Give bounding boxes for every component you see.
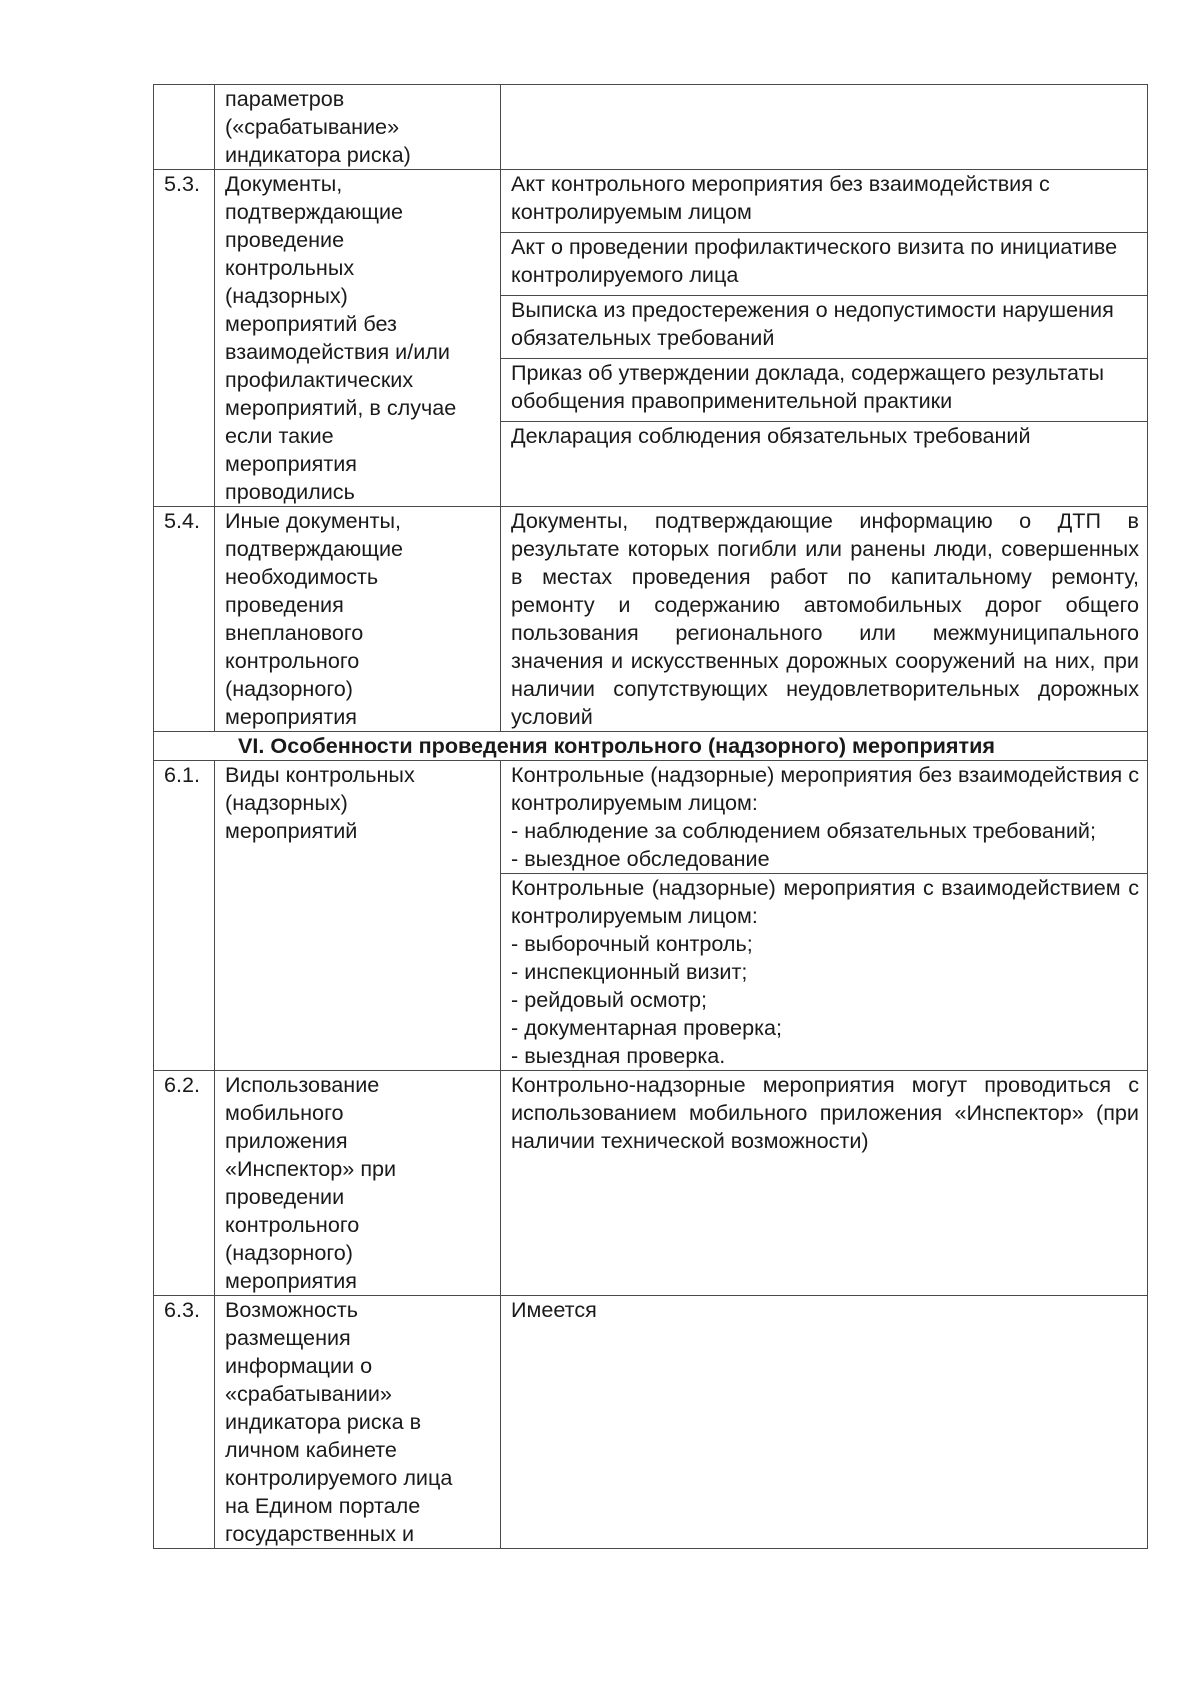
row-number: 5.3. — [154, 170, 215, 507]
table-row-6-2 — [154, 1071, 1148, 1296]
section-heading — [154, 732, 1148, 761]
list-item: - выездное обследование — [511, 846, 770, 871]
row-value: Акт о проведении профилактического визита по инициативе контролируемого лица — [501, 233, 1148, 296]
row-value — [501, 874, 1148, 1071]
list-item: - наблюдение за соблюдением обязательных требований; — [511, 818, 1096, 843]
row-name: Использование мобильного приложения «Инспектор» при проведении контрольного (надзорного) мероприятия — [215, 1071, 501, 1296]
table-row-continuation — [154, 85, 1148, 170]
empty-cell — [511, 85, 1139, 169]
row-value: Акт контрольного мероприятия без взаимодействия с контролируемым лицом — [501, 170, 1148, 233]
list-item: - выборочный контроль; — [511, 931, 753, 956]
section-title: VI. Особенности проведения контрольного (надзорного) мероприятия — [238, 733, 995, 758]
list-item: - рейдовый осмотр; — [511, 987, 708, 1012]
row-number: 6.3. — [154, 1296, 215, 1549]
row-name: Возможность размещения информации о «срабатывании» индикатора риска в личном кабинете контролируемого лица на Едином портале государственных и — [215, 1296, 501, 1549]
row-value: Контрольно-надзорные мероприятия могут проводиться с использованием мобильного приложения «Инспектор» (при наличии технической возможности) — [501, 1071, 1148, 1296]
table-row-6-1 — [154, 761, 1148, 874]
row-value: Выписка из предостережения о недопустимости нарушения обязательных требований — [501, 296, 1148, 359]
row-value: Приказ об утверждении доклада, содержащего результаты обобщения правоприменительной практики — [501, 359, 1148, 422]
row-value: Декларация соблюдения обязательных требований — [501, 422, 1148, 507]
row-name: Документы, подтверждающие проведение контрольных (надзорных) мероприятий без взаимодействия и/или профилактических мероприятий, в случае если такие мероприятия проводились — [215, 170, 501, 507]
row-name: параметров («срабатывание» индикатора риска) — [215, 85, 501, 170]
section-heading-row — [154, 732, 1148, 761]
row-name: Иные документы, подтверждающие необходимость проведения внепланового контрольного (надзорного) мероприятия — [215, 507, 501, 732]
row-name: Виды контрольных (надзорных) мероприятий — [215, 761, 501, 1071]
row-value — [501, 761, 1148, 874]
row-number: 6.1. — [154, 761, 215, 1071]
requirements-table — [153, 84, 1148, 1549]
row-value: Имеется — [501, 1296, 1148, 1549]
value-intro: Контрольные (надзорные) мероприятия с взаимодействием с контролируемым лицом: — [511, 875, 1139, 928]
table-row-5-3 — [154, 170, 1148, 233]
list-item: - инспекционный визит; — [511, 959, 748, 984]
row-number: 5.4. — [154, 507, 215, 732]
list-item: - документарная проверка; — [511, 1015, 783, 1040]
value-intro: Контрольные (надзорные) мероприятия без взаимодействия с контролируемым лицом: — [511, 762, 1139, 815]
row-number — [154, 85, 215, 170]
row-value: Документы, подтверждающие информацию о ДТП в результате которых погибли или ранены люди, совершенных в местах проведения работ по капитальному ремонту, ремонту и содержанию автомобильных дорог общего пользования регионального или межмуниципального значения и искусственных дорожных сооружений на них, при наличии сопутствующих неудовлетворительных дорожных условий — [501, 507, 1148, 732]
table-row-6-3 — [154, 1296, 1148, 1549]
list-item: - выездная проверка. — [511, 1043, 726, 1068]
row-value — [501, 85, 1148, 170]
table-row-5-4 — [154, 507, 1148, 732]
row-number: 6.2. — [154, 1071, 215, 1296]
